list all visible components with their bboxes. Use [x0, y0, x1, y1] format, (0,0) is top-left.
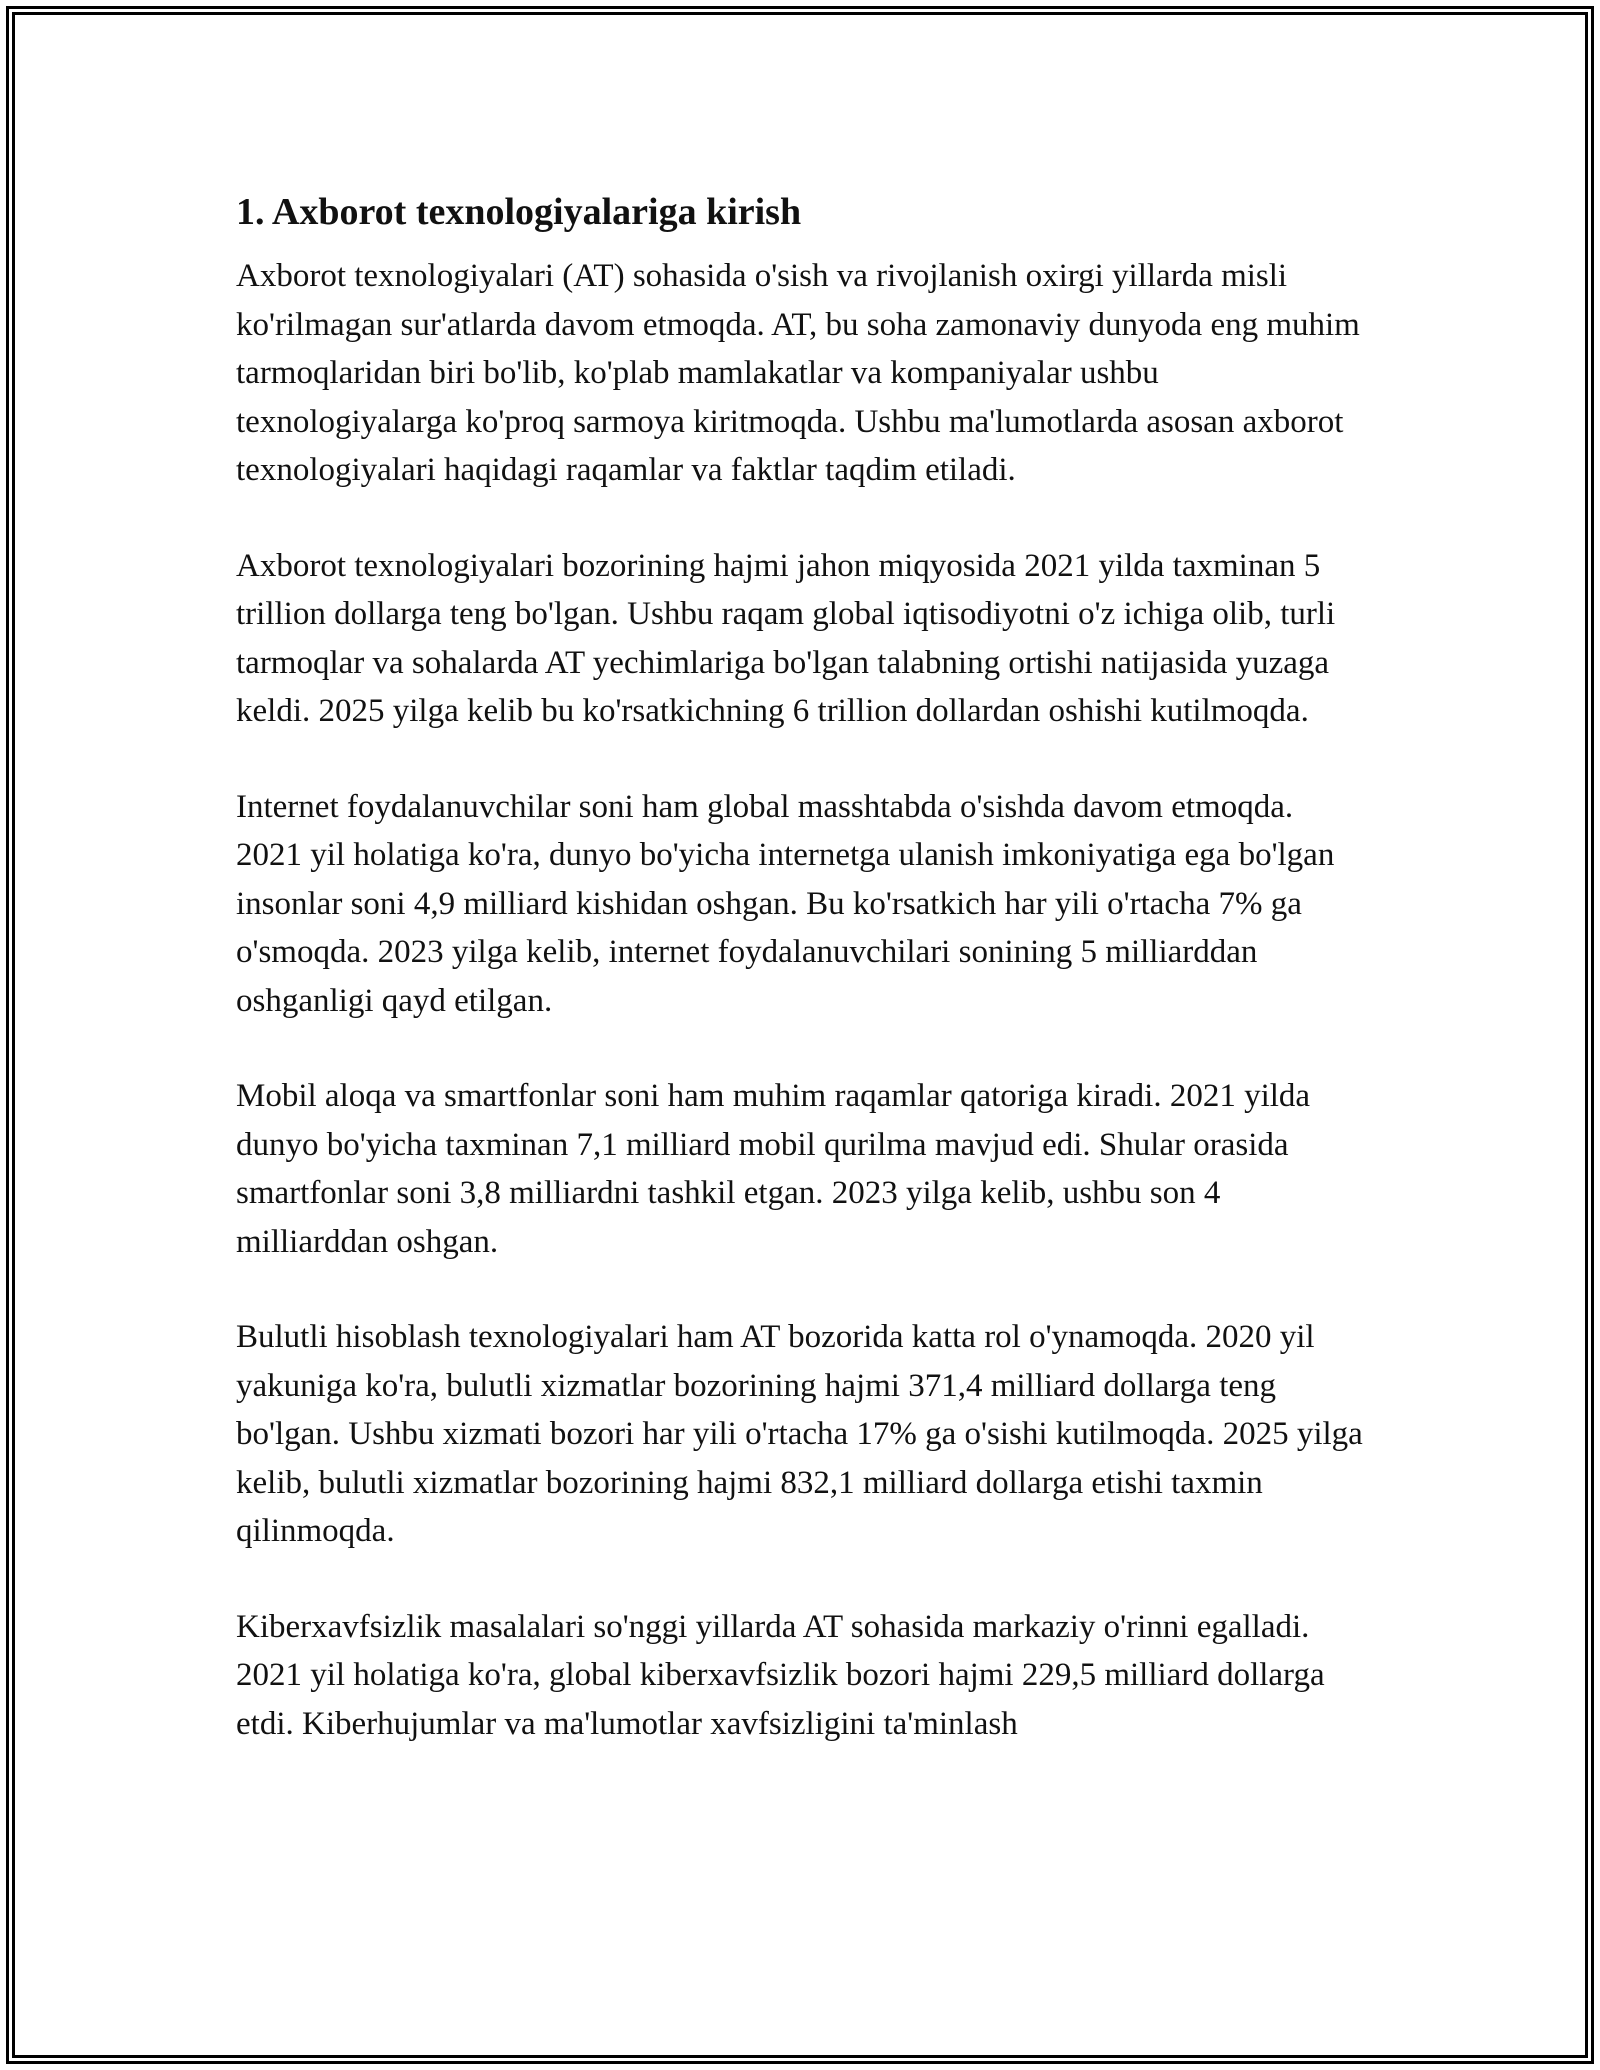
paragraph-cybersecurity: Kiberxavfsizlik masalalari so'nggi yillarda AT sohasida markaziy o'rinni egalladi. 2021 yil holatiga ko'ra, global kiberxavfsizlik bozori hajmi 229,5 milliard dollarga etdi. Kiberhujumlar va ma'lumotlar xavfsizligini ta'minlash — [236, 1608, 1325, 1742]
document-body — [236, 186, 1366, 1795]
paragraph-it-market: Axborot texnologiyalari bozorining hajmi jahon miqyosida 2021 yilda taxminan 5 trillion dollarga teng bo'lgan. Ushbu raqam global iqtisodiyotni o'z ichiga olib, turli tarmoqlar va sohalarda AT yechimlariga bo'lgan talabning ortishi natijasida yuzaga keldi. 2025 yilga kelib bu ko'rsatkichning 6 trillion dollardan oshishi kutilmoqda. — [236, 547, 1336, 729]
page-title: 1. Axborot texnologiyalariga kirish — [236, 191, 802, 233]
paragraph-mobile-devices: Mobil aloqa va smartfonlar soni ham muhim raqamlar qatoriga kiradi. 2021 yilda dunyo bo'yicha taxminan 7,1 milliard mobil qurilma mavjud edi. Shular orasida smartfonlar soni 3,8 milliardni tashkil etgan. 2023 yilga kelib, ushbu son 4 milliarddan oshgan. — [236, 1078, 1311, 1260]
paragraph-intro: Axborot texnologiyalari (AT) sohasida o'sish va rivojlanish oxirgi yillarda misli ko'rilmagan sur'atlarda davom etmoqda. AT, bu soha zamonaviy dunyoda eng muhim tarmoqlaridan biri bo'lib, ko'plab mamlakatlar va kompaniyalar ushbu texnologiyalarga ko'proq sarmoya kiritmoqda. Ushbu ma'lumotlarda asosan axborot texnologiyalari haqidagi raqamlar va faktlar taqdim etiladi. — [236, 258, 1360, 488]
paragraph-internet-users: Internet foydalanuvchilar soni ham global masshtabda o'sishda davom etmoqda. 2021 yil holatiga ko'ra, dunyo bo'yicha internetga ulanish imkoniyatiga ega bo'lgan insonlar soni 4,9 milliard kishidan oshgan. Bu ko'rsatkich har yili o'rtacha 7% ga o'smoqda. 2023 yilga kelib, internet foydalanuvchilari sonining 5 milliarddan oshganligi qayd etilgan. — [236, 788, 1335, 1019]
paragraph-cloud-computing: Bulutli hisoblash texnologiyalari ham AT bozorida katta rol o'ynamoqda. 2020 yil yakuniga ko'ra, bulutli xizmatlar bozorining hajmi 371,4 milliard dollarga teng bo'lgan. Ushbu xizmati bozori har yili o'rtacha 17% ga o'sishi kutilmoqda. 2025 yilga kelib, bulutli xizmatlar bozorining hajmi 832,1 milliard dollarga etishi taxmin qilinmoqda. — [236, 1319, 1363, 1549]
